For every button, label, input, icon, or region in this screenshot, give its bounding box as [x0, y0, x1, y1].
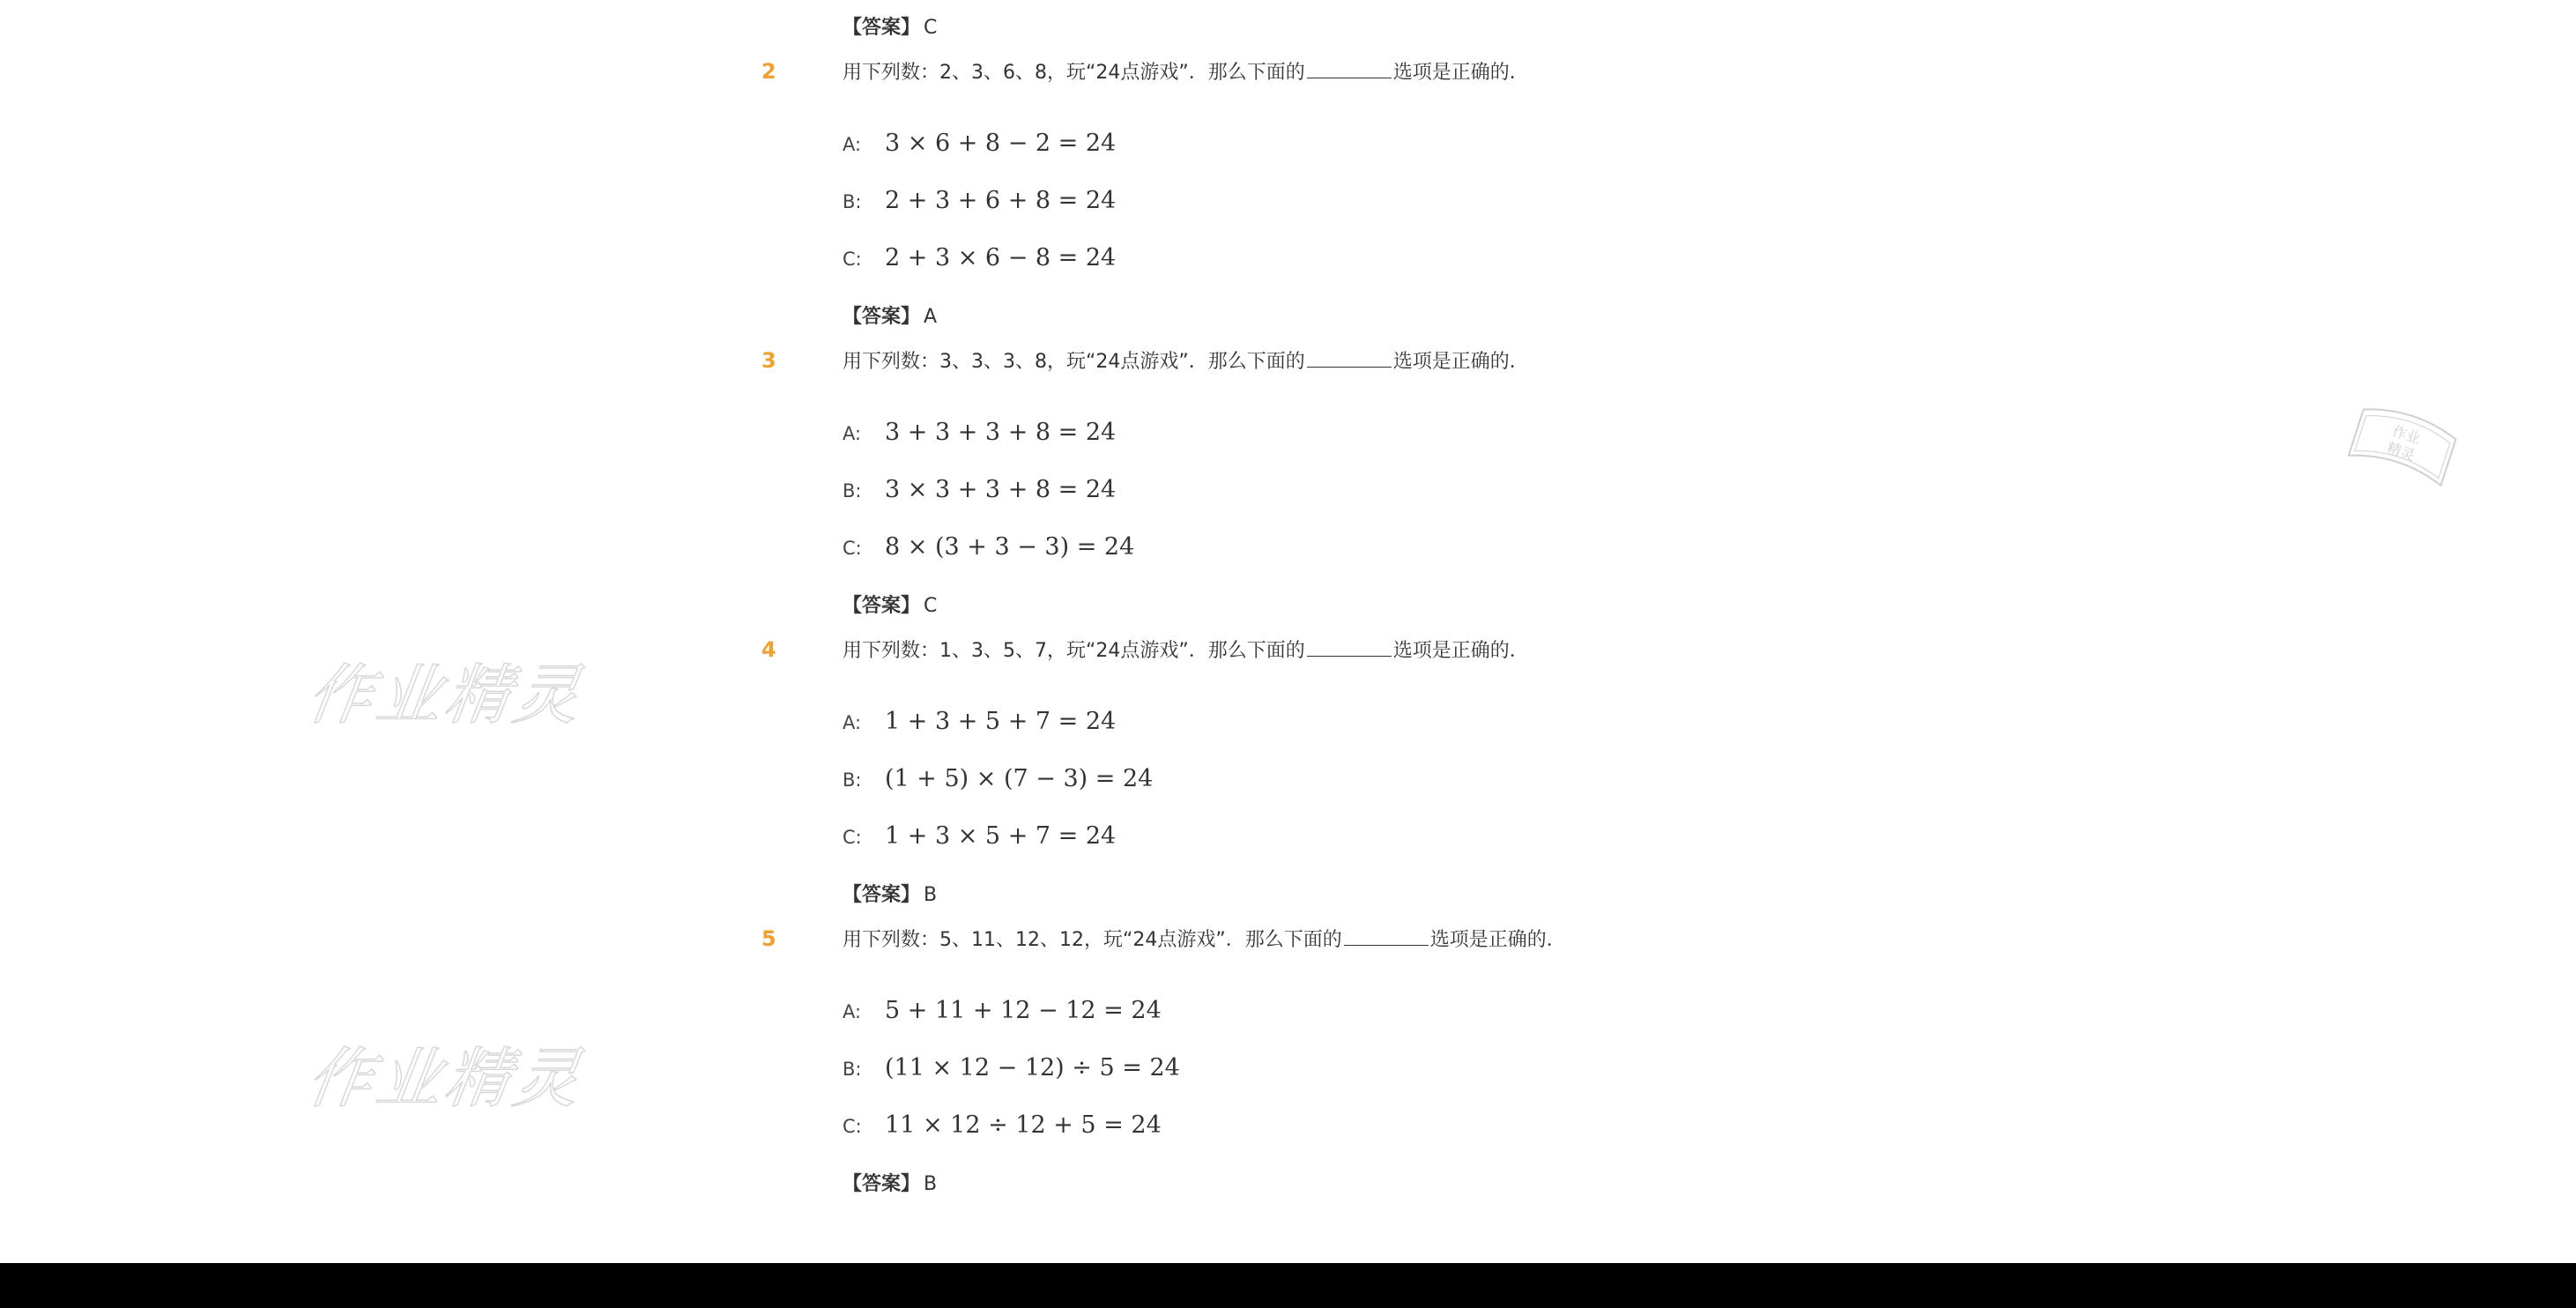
question-number: 3	[761, 348, 776, 373]
watermark: 作业精灵	[302, 658, 589, 733]
answer-blank	[1307, 636, 1392, 657]
option-expression: (1 + 5) × (7 − 3) = 24	[885, 765, 1154, 792]
question-text	[843, 347, 1529, 375]
answer-line	[843, 1171, 937, 1198]
question-text	[843, 58, 1529, 86]
option-expression: 5 + 11 + 12 − 12 = 24	[885, 997, 1162, 1024]
option-expression: 11 × 12 ÷ 12 + 5 = 24	[885, 1111, 1162, 1139]
option-b	[843, 474, 1116, 509]
option-a	[843, 417, 1116, 451]
option-a	[843, 995, 1162, 1029]
answer-line	[843, 304, 937, 331]
question-text-before: 用下列数：1、3、5、7，玩“24点游戏”．那么下面的	[843, 640, 1305, 662]
answer-tag: 【答案】	[843, 306, 921, 328]
option-label: C:	[843, 1116, 862, 1137]
question-number: 4	[761, 637, 776, 662]
answer-line	[843, 593, 937, 620]
option-label: B:	[843, 1059, 862, 1080]
option-label: A:	[843, 712, 862, 733]
option-expression: 2 + 3 × 6 − 8 = 24	[885, 244, 1117, 271]
answer-tag: 【答案】	[843, 17, 921, 39]
option-b	[843, 185, 1116, 219]
option-expression: 2 + 3 + 6 + 8 = 24	[885, 187, 1117, 214]
answer-value: C	[924, 595, 938, 617]
bottom-black-bar	[0, 1263, 2576, 1308]
answer-value: B	[924, 884, 938, 906]
option-a	[843, 706, 1116, 740]
answer-tag: 【答案】	[843, 595, 921, 617]
question-text-after: 选项是正确的．	[1392, 62, 1529, 84]
watermark-stamp-icon	[2335, 388, 2468, 511]
question-text-after: 选项是正确的．	[1392, 351, 1529, 373]
option-expression: 1 + 3 + 5 + 7 = 24	[885, 708, 1117, 735]
answer-value: C	[924, 17, 938, 39]
option-label: A:	[843, 423, 862, 444]
option-expression: 8 × (3 + 3 − 3) = 24	[885, 533, 1135, 561]
question-number: 2	[761, 59, 776, 84]
answer-value: A	[924, 306, 938, 328]
option-b	[843, 763, 1153, 798]
answer-line	[843, 15, 937, 41]
answer-tag: 【答案】	[843, 1173, 921, 1195]
option-c	[843, 1110, 1162, 1144]
option-c	[843, 242, 1116, 277]
option-label: B:	[843, 769, 862, 791]
question-text-after: 选项是正确的．	[1429, 929, 1566, 951]
option-b	[843, 1052, 1180, 1087]
question-text	[843, 636, 1529, 665]
option-label: A:	[843, 1001, 862, 1022]
answer-line	[843, 882, 937, 909]
option-expression: 3 × 6 + 8 − 2 = 24	[885, 130, 1117, 157]
answer-tag: 【答案】	[843, 884, 921, 906]
option-expression: 1 + 3 × 5 + 7 = 24	[885, 822, 1117, 850]
question-text-after: 选项是正确的．	[1392, 640, 1529, 662]
question-text-before: 用下列数：2、3、6、8，玩“24点游戏”．那么下面的	[843, 62, 1305, 84]
question-text	[843, 925, 1566, 954]
option-expression: 3 + 3 + 3 + 8 = 24	[885, 419, 1117, 446]
option-label: C:	[843, 827, 862, 848]
option-label: C:	[843, 538, 862, 559]
question-number: 5	[761, 926, 776, 951]
svg-text:精灵: 精灵	[2385, 439, 2417, 464]
option-label: C:	[843, 249, 862, 270]
question-text-before: 用下列数：3、3、3、8，玩“24点游戏”．那么下面的	[843, 351, 1305, 373]
answer-blank	[1307, 347, 1392, 368]
option-label: A:	[843, 134, 862, 155]
svg-text:作业: 作业	[2390, 422, 2423, 448]
option-expression: (11 × 12 − 12) ÷ 5 = 24	[885, 1054, 1180, 1081]
option-expression: 3 × 3 + 3 + 8 = 24	[885, 476, 1117, 503]
option-a	[843, 128, 1116, 162]
option-c	[843, 531, 1134, 566]
answer-value: B	[924, 1173, 938, 1195]
answer-blank	[1344, 925, 1429, 946]
question-text-before: 用下列数：5、11、12、12，玩“24点游戏”．那么下面的	[843, 929, 1342, 951]
watermark: 作业精灵	[302, 1041, 589, 1117]
option-label: B:	[843, 191, 862, 212]
option-label: B:	[843, 480, 862, 502]
answer-blank	[1307, 58, 1392, 78]
option-c	[843, 821, 1116, 855]
